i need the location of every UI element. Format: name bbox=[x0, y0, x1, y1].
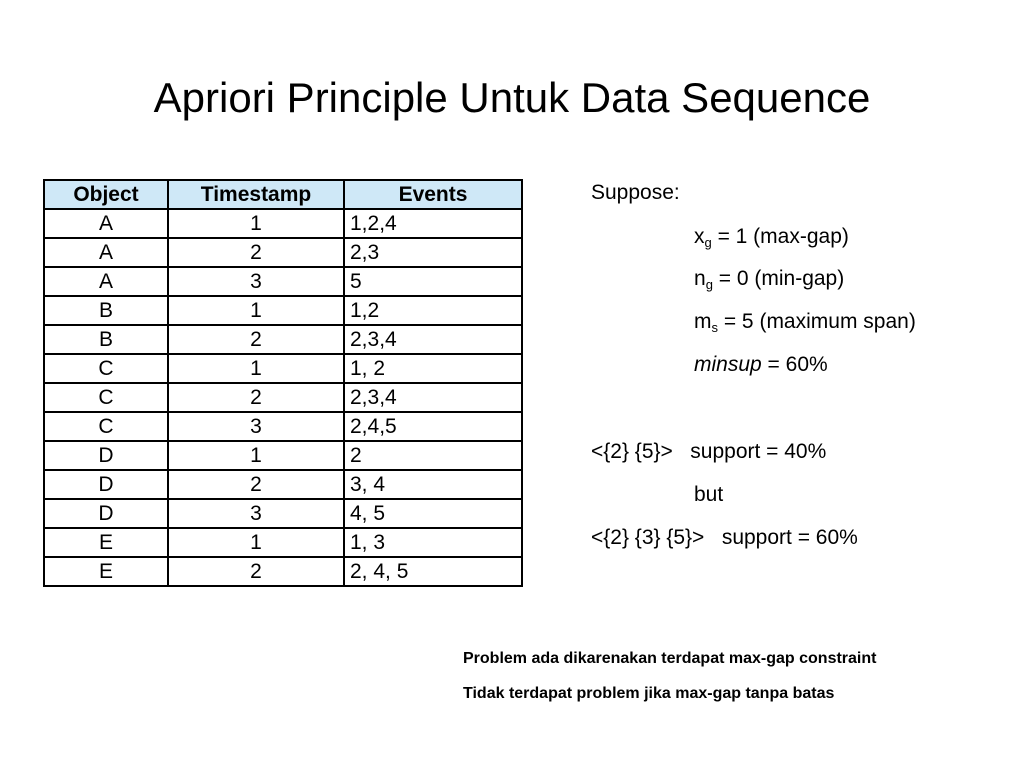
max-span-line bbox=[694, 309, 916, 335]
sequence-support-1: <{2} {5}> support = 40% bbox=[591, 440, 827, 463]
cell-timestamp: 3 bbox=[168, 412, 344, 441]
max-gap-value: = 1 (max-gap) bbox=[711, 225, 849, 248]
cell-events: 2, 4, 5 bbox=[344, 557, 522, 586]
minsup-value: = 60% bbox=[761, 353, 828, 376]
cell-timestamp: 2 bbox=[168, 470, 344, 499]
cell-timestamp: 2 bbox=[168, 325, 344, 354]
cell-events: 2 bbox=[344, 441, 522, 470]
header-events: Events bbox=[344, 180, 522, 209]
note-no-limit: Tidak terdapat problem jika max-gap tanpa batas bbox=[463, 685, 835, 702]
cell-object: A bbox=[44, 267, 168, 296]
cell-events: 1,2 bbox=[344, 296, 522, 325]
cell-object: D bbox=[44, 499, 168, 528]
cell-object: C bbox=[44, 354, 168, 383]
table-row bbox=[44, 412, 522, 441]
cell-events: 5 bbox=[344, 267, 522, 296]
table-row bbox=[44, 296, 522, 325]
cell-object: D bbox=[44, 441, 168, 470]
minsup-var: minsup bbox=[694, 353, 762, 376]
note-max-gap-problem: Problem ada dikarenakan terdapat max-gap constraint bbox=[463, 650, 877, 667]
cell-timestamp: 1 bbox=[168, 528, 344, 557]
cell-timestamp: 2 bbox=[168, 383, 344, 412]
cell-object: A bbox=[44, 209, 168, 238]
cell-object: E bbox=[44, 557, 168, 586]
cell-events: 2,3 bbox=[344, 238, 522, 267]
cell-events: 2,4,5 bbox=[344, 412, 522, 441]
cell-object: A bbox=[44, 238, 168, 267]
cell-events: 4, 5 bbox=[344, 499, 522, 528]
table-row bbox=[44, 383, 522, 412]
cell-object: B bbox=[44, 325, 168, 354]
table-row bbox=[44, 325, 522, 354]
min-gap-sub: g bbox=[705, 277, 713, 292]
header-object: Object bbox=[44, 180, 168, 209]
cell-events: 1,2,4 bbox=[344, 209, 522, 238]
min-gap-var: n bbox=[694, 267, 706, 290]
cell-events: 2,3,4 bbox=[344, 325, 522, 354]
header-timestamp: Timestamp bbox=[168, 180, 344, 209]
slide-title: Apriori Principle Untuk Data Sequence bbox=[153, 74, 871, 121]
cell-object: B bbox=[44, 296, 168, 325]
cell-timestamp: 3 bbox=[168, 267, 344, 296]
max-gap-var: x bbox=[694, 225, 705, 248]
suppose-label: Suppose: bbox=[591, 181, 680, 204]
cell-object: D bbox=[44, 470, 168, 499]
min-gap-line bbox=[694, 266, 844, 292]
table-row bbox=[44, 267, 522, 296]
table-row bbox=[44, 238, 522, 267]
max-span-var: m bbox=[694, 310, 712, 333]
cell-timestamp: 2 bbox=[168, 557, 344, 586]
cell-object: C bbox=[44, 383, 168, 412]
sequence-data-table bbox=[43, 179, 523, 587]
cell-object: C bbox=[44, 412, 168, 441]
min-gap-value: = 0 (min-gap) bbox=[712, 267, 845, 290]
table-row bbox=[44, 499, 522, 528]
cell-timestamp: 1 bbox=[168, 296, 344, 325]
cell-timestamp: 3 bbox=[168, 499, 344, 528]
minsup-line bbox=[694, 352, 828, 378]
sequence-support-2: <{2} {3} {5}> support = 60% bbox=[591, 526, 858, 549]
table-header-row bbox=[44, 180, 522, 209]
table-row bbox=[44, 209, 522, 238]
cell-timestamp: 1 bbox=[168, 441, 344, 470]
cell-timestamp: 2 bbox=[168, 238, 344, 267]
table-row bbox=[44, 528, 522, 557]
cell-object: E bbox=[44, 528, 168, 557]
cell-events: 2,3,4 bbox=[344, 383, 522, 412]
cell-timestamp: 1 bbox=[168, 209, 344, 238]
max-gap-line bbox=[694, 224, 849, 250]
table-row bbox=[44, 441, 522, 470]
table-row bbox=[44, 470, 522, 499]
table-row bbox=[44, 354, 522, 383]
max-span-sub: s bbox=[711, 320, 718, 335]
max-span-value: = 5 (maximum span) bbox=[718, 310, 916, 333]
max-gap-sub: g bbox=[704, 235, 712, 250]
cell-timestamp: 1 bbox=[168, 354, 344, 383]
cell-events: 1, 3 bbox=[344, 528, 522, 557]
but-label: but bbox=[694, 483, 724, 506]
cell-events: 3, 4 bbox=[344, 470, 522, 499]
table-row bbox=[44, 557, 522, 586]
cell-events: 1, 2 bbox=[344, 354, 522, 383]
